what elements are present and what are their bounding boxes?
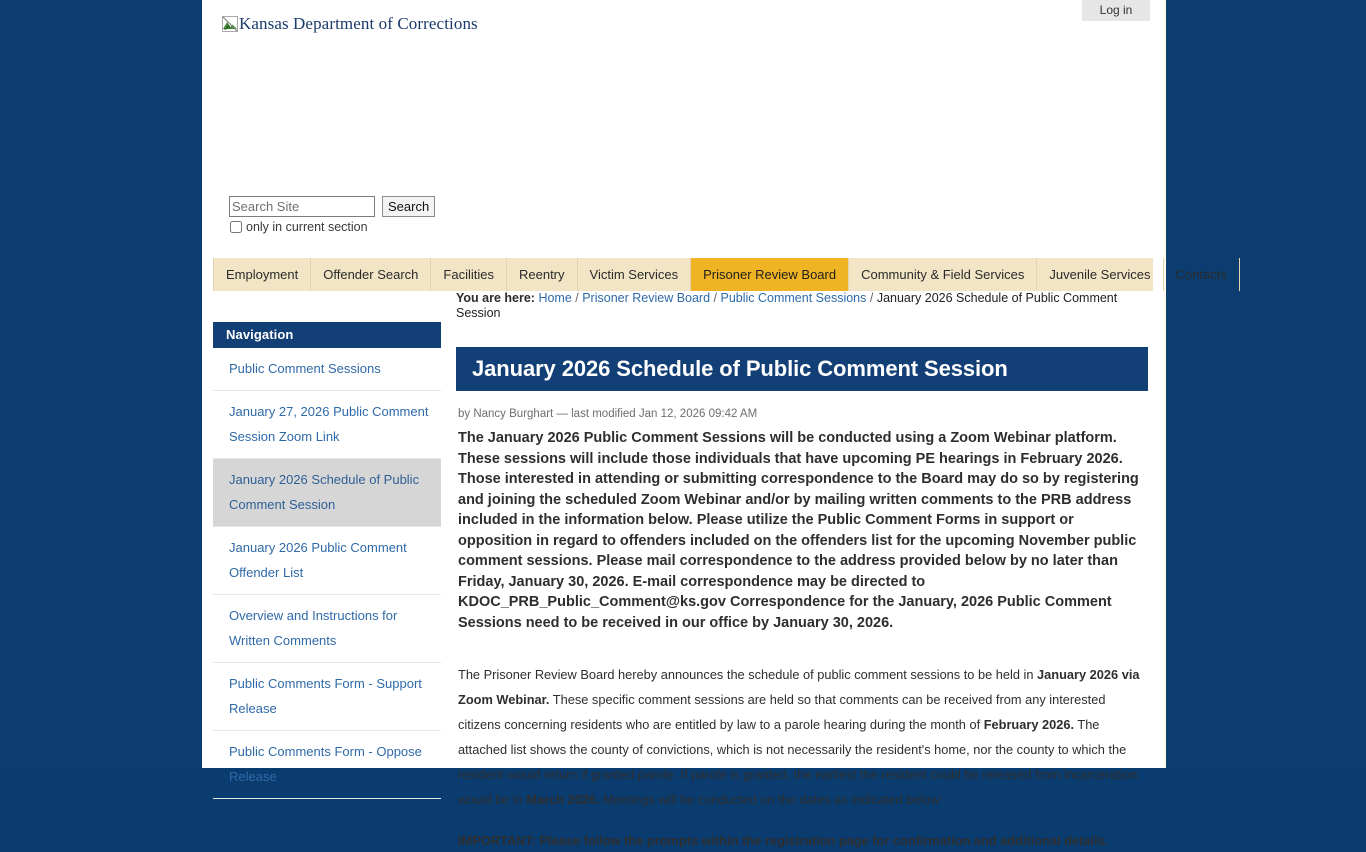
search-row (229, 196, 649, 217)
breadcrumb-separator: / (710, 291, 721, 305)
breadcrumb-prefix: You are here: (456, 291, 535, 305)
sidebar-link-january-2026-schedule[interactable]: January 2026 Schedule of Public Comment Session (229, 472, 420, 512)
broken-image-icon (222, 16, 238, 32)
lead-paragraph: The January 2026 Public Comment Sessions will be conducted using a Zoom Webinar platform. These sessions will include those individuals that have upcoming PE hearings in February 2026. Those interested in attending or submitting correspondence to the Board may do so by registering and joining the scheduled Zoom Webinar and/or by mailing written comments to the PRB address included in the information below. Please utilize the Public Comment Forms in support or opposition in regard to offenders included on the offenders list for the upcoming November public comment sessions. Please mail correspondence to the address provided below by no later than Friday, January 30, 2026. E-mail correspondence may be directed to KDOC_PRB_Public_Comment@ks.gov Correspondence for the January, 2026 Public Comment Sessions need to be received in our office by January 30, 2026. (458, 430, 1139, 631)
breadcrumb-separator: / (571, 291, 583, 305)
sidebar-item-public-comment-sessions[interactable] (213, 348, 441, 391)
body-bold-3: March 2026. (526, 792, 600, 808)
nav-item-juvenile-services[interactable]: Juvenile Services (1037, 258, 1163, 291)
sidebar-item-january-27-zoom-link[interactable] (213, 391, 441, 459)
breadcrumb-separator: / (866, 291, 877, 305)
body-bold-1: January 2026 via Zoom Webinar. (458, 667, 1140, 708)
search-area (229, 196, 649, 234)
sidebar-item-january-2026-schedule[interactable] (213, 459, 441, 527)
sidebar-link-january-2026-offender-list[interactable]: January 2026 Public Comment Offender List (229, 540, 407, 580)
sidebar-item-january-2026-offender-list[interactable] (213, 527, 441, 595)
search-scope-checkbox[interactable] (230, 221, 242, 233)
body-part-1: The Prisoner Review Board hereby announces the schedule of public comment sessions to be held in (458, 667, 1038, 683)
nav-item-prisoner-review-board[interactable]: Prisoner Review Board (691, 258, 849, 291)
search-button[interactable]: Search (382, 196, 435, 217)
sidebar-link-overview-instructions[interactable]: Overview and Instructions for Written Comments (229, 608, 398, 648)
breadcrumb-link-prisoner-review-board[interactable]: Prisoner Review Board (582, 291, 711, 305)
sidebar-link-public-comment-sessions[interactable]: Public Comment Sessions (229, 361, 381, 376)
breadcrumb (456, 291, 1146, 321)
sidebar-navigation (213, 322, 441, 799)
body-part-2: These specific comment sessions are held so that comments can be received from any interested citizens concerning residents who are entitled by law to a parole hearing during the month of (458, 692, 1106, 733)
search-scope-label[interactable] (229, 220, 649, 234)
site-logo-alt-text: Kansas Department of Corrections (239, 14, 478, 33)
sidebar-item-overview-instructions[interactable] (213, 595, 441, 663)
body-paragraph (456, 662, 1148, 812)
page-title: January 2026 Schedule of Public Comment Session (456, 347, 1148, 391)
sidebar-list (213, 348, 441, 799)
article-content (456, 332, 1148, 852)
nav-item-facilities[interactable]: Facilities (431, 258, 507, 291)
nav-item-reentry[interactable]: Reentry (507, 258, 578, 291)
login-button[interactable]: Log in (1082, 0, 1150, 21)
sidebar-title: Navigation (213, 322, 441, 348)
nav-item-community-field-services[interactable]: Community & Field Services (849, 258, 1037, 291)
body-part-3: The attached list shows the county of convictions, which is not necessarily the resident's home, nor the county to which the resident would return if granted parole. If parole is granted, the earliest the resident could be released from incarceration would be in (458, 717, 1138, 808)
nav-item-contacts[interactable]: Contacts (1164, 258, 1240, 291)
nav-item-offender-search[interactable]: Offender Search (311, 258, 431, 291)
sidebar-item-form-support-release[interactable] (213, 663, 441, 731)
main-navigation (213, 258, 1227, 291)
sidebar-link-form-oppose-release[interactable]: Public Comments Form - Oppose Release (229, 744, 422, 784)
sidebar-link-form-support-release[interactable]: Public Comments Form - Support Release (229, 676, 422, 716)
body-bold-2: February 2026. (983, 717, 1075, 733)
sidebar-link-january-27-zoom-link[interactable]: January 27, 2026 Public Comment Session Zoom Link (229, 404, 429, 444)
breadcrumb-link-public-comment-sessions[interactable]: Public Comment Sessions (720, 291, 867, 305)
sidebar-item-form-oppose-release[interactable] (213, 731, 441, 799)
login-bar (1082, 0, 1150, 21)
site-logo[interactable] (222, 14, 478, 34)
article-byline: by Nancy Burghart — last modified Jan 12, 2026 09:42 AM (458, 408, 758, 421)
search-scope-text: only in current section (246, 220, 368, 234)
content-column (202, 0, 1227, 849)
breadcrumb-link-home[interactable]: Home (538, 291, 572, 305)
search-input[interactable] (229, 196, 375, 217)
nav-item-victim-services[interactable]: Victim Services (578, 258, 692, 291)
body-part-4: Meetings will be conducted on the dates as indicated below: (599, 792, 944, 808)
important-note: IMPORTANT: Please follow the prompts within the registration page for confirmation and additional details. (458, 833, 1109, 849)
breadcrumb-current: January 2026 Schedule of Public Comment Session (456, 291, 1118, 320)
nav-item-employment[interactable]: Employment (213, 258, 311, 291)
